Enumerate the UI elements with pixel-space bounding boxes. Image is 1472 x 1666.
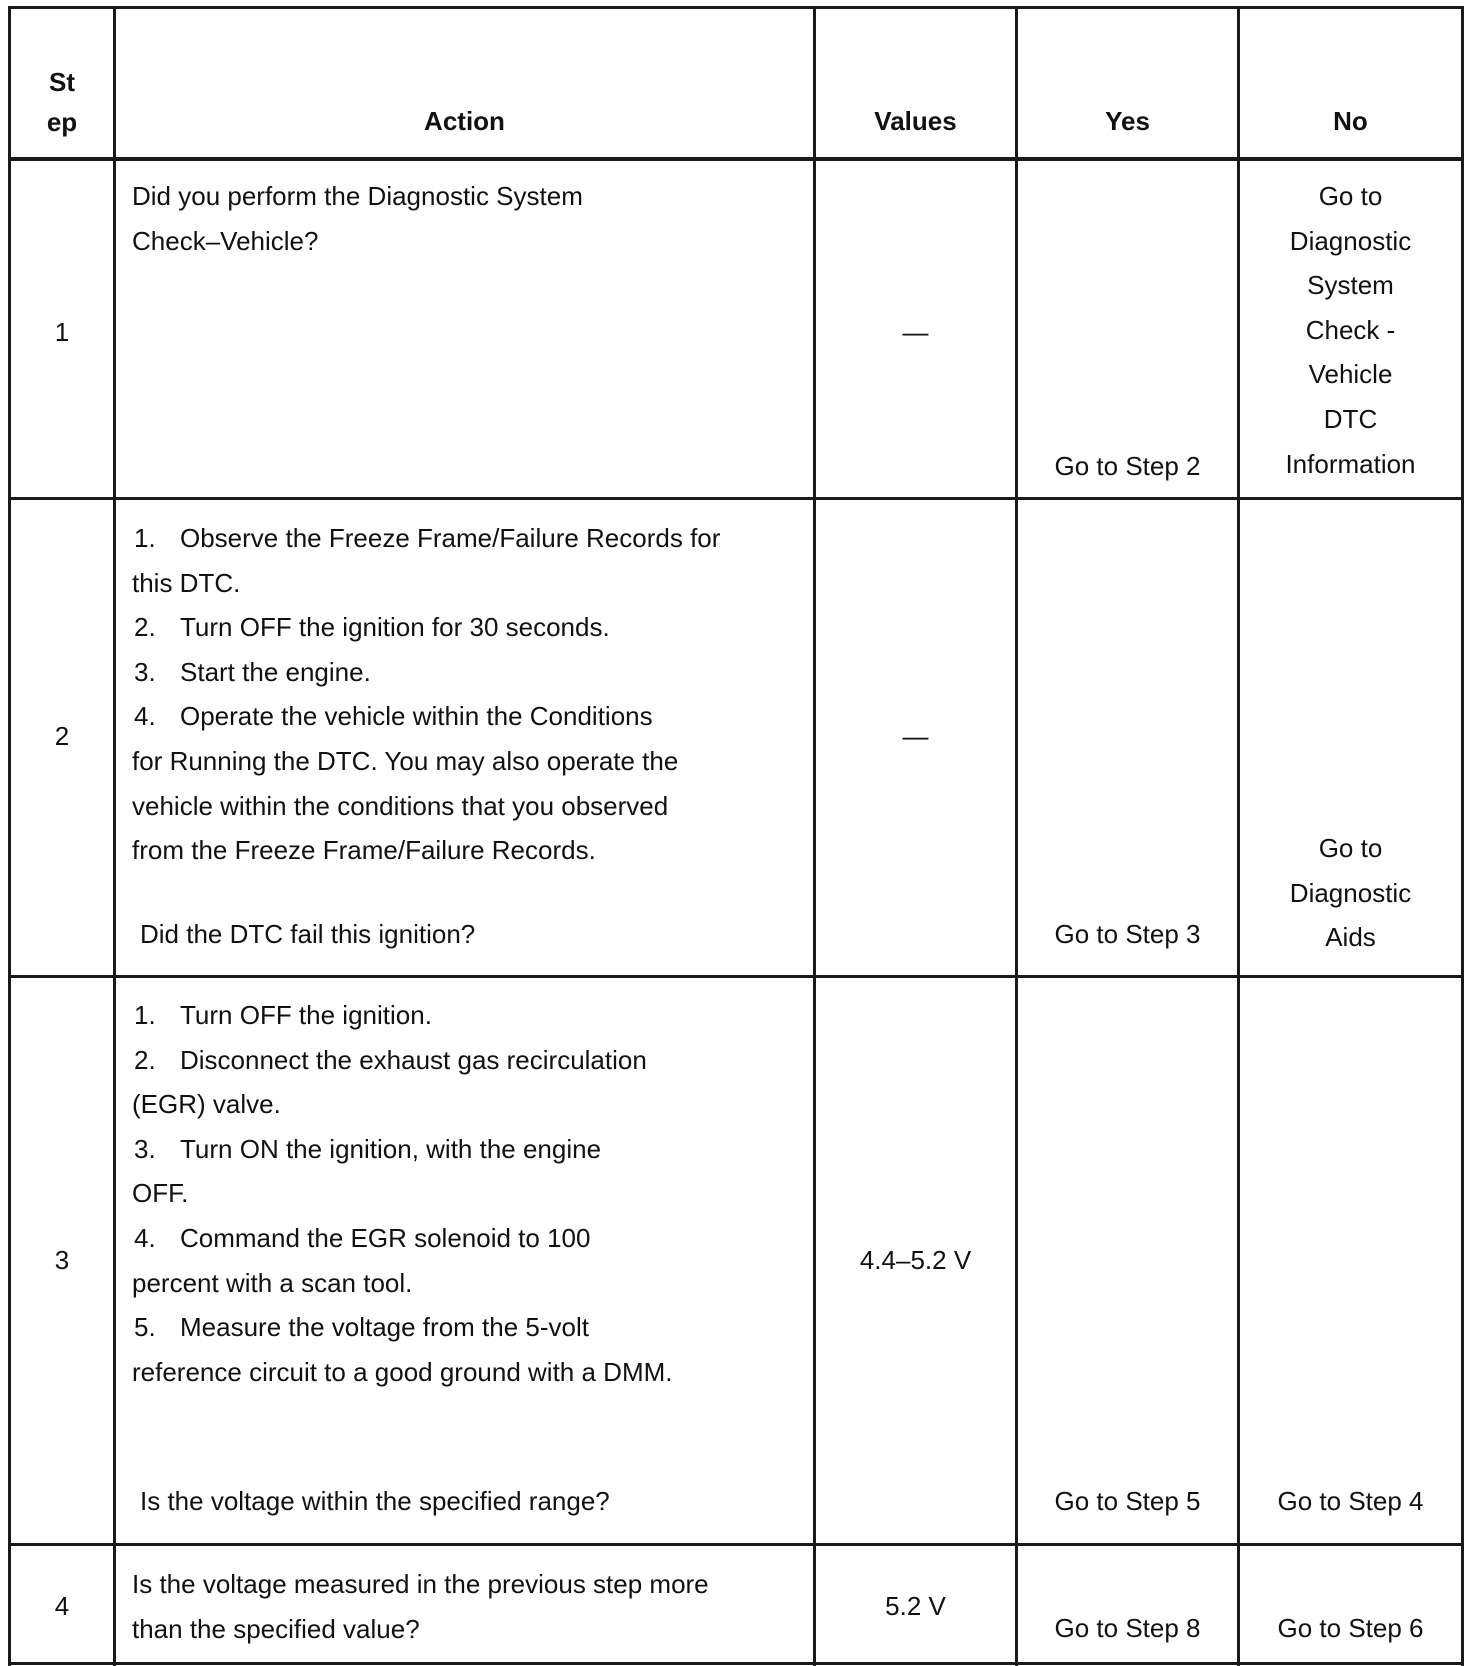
- row4-action: [132, 1562, 807, 1651]
- item-text: Start the engine.: [180, 656, 371, 687]
- header-values: Values: [874, 106, 957, 136]
- row1-no-line: DTC: [1323, 403, 1378, 434]
- row3-action: [132, 993, 807, 1394]
- row2-step-item: [132, 605, 807, 650]
- item-text: Measure the voltage from the 5-volt: [180, 1312, 589, 1343]
- header-action: Action: [424, 106, 505, 136]
- row2-no: [1240, 826, 1461, 960]
- row3-step-item: [132, 993, 807, 1038]
- row3-yes: Go to Step 5: [1054, 1486, 1201, 1516]
- table-border-right: [1461, 6, 1464, 1666]
- item-text-continued: percent with a scan tool.: [132, 1267, 413, 1298]
- row4-step: 4: [54, 1591, 70, 1621]
- row2-question: Did the DTC fail this ignition?: [140, 919, 476, 949]
- row2-yes: Go to Step 3: [1054, 919, 1201, 949]
- row1-no-line: Vehicle: [1308, 359, 1393, 390]
- row2-step-item: [132, 694, 807, 739]
- col-divider-action: [813, 6, 816, 1666]
- item-text-continued: reference circuit to a good ground with a DMM.: [132, 1356, 673, 1387]
- item-text-continued: from the Freeze Frame/Failure Records.: [132, 835, 596, 866]
- item-text-continued: this DTC.: [132, 567, 241, 598]
- row4-action-line: than the specified value?: [132, 1613, 420, 1644]
- row2-step-item: [132, 650, 807, 695]
- row1-no-line: Diagnostic: [1289, 225, 1412, 256]
- row1-no-line: Information: [1285, 448, 1416, 479]
- header-step-line2: ep: [46, 107, 78, 137]
- row3-step-item: [132, 1305, 807, 1350]
- row4-yes: Go to Step 8: [1054, 1613, 1201, 1643]
- row3-step-item: [132, 1216, 807, 1261]
- table-border-bottom: [8, 1662, 1464, 1665]
- item-text-continued: (EGR) valve.: [132, 1089, 281, 1120]
- row1-no-line: Go to: [1318, 181, 1383, 211]
- row2-no-line: Diagnostic: [1289, 877, 1412, 908]
- row1-no-line: System: [1307, 270, 1394, 301]
- item-number: 4.: [134, 1222, 156, 1253]
- row3-step-item: [132, 1127, 807, 1172]
- row-divider-2: [8, 975, 1464, 978]
- row-divider-3: [8, 1543, 1464, 1546]
- item-text: Command the EGR solenoid to 100: [180, 1222, 591, 1253]
- row2-no-line: Go to: [1318, 833, 1383, 863]
- row1-no-line: Check -: [1305, 314, 1396, 345]
- row-divider-1: [8, 497, 1464, 500]
- row3-no: Go to Step 4: [1277, 1486, 1424, 1516]
- row1-step: 1: [54, 317, 70, 347]
- row3-value: 4.4–5.2 V: [859, 1245, 972, 1275]
- row3-question: Is the voltage within the specified range?: [140, 1486, 610, 1516]
- row4-value: 5.2 V: [885, 1591, 946, 1621]
- row1-action: [132, 174, 802, 263]
- row1-value: —: [902, 317, 929, 347]
- header-no: No: [1333, 106, 1368, 136]
- row2-step: 2: [54, 721, 70, 751]
- col-divider-step: [113, 6, 116, 1666]
- header-step: [11, 62, 113, 142]
- header-step-line1: St: [49, 67, 75, 97]
- row4-action-line: Is the voltage measured in the previous step more: [132, 1569, 709, 1599]
- table-border-top: [8, 6, 1464, 9]
- item-text: Turn ON the ignition, with the engine: [180, 1133, 602, 1164]
- row3-step: 3: [54, 1245, 70, 1275]
- item-text-continued: for Running the DTC. You may also operate the: [132, 745, 679, 776]
- header-divider: [8, 157, 1464, 161]
- table-border-left: [8, 6, 11, 1666]
- item-text-continued: OFF.: [132, 1178, 189, 1209]
- row1-action-line: Did you perform the Diagnostic System: [132, 181, 583, 211]
- row2-value: —: [902, 721, 929, 751]
- row1-no: [1240, 174, 1461, 486]
- item-number: 4.: [134, 701, 156, 732]
- item-number: 1.: [134, 523, 156, 553]
- col-divider-values: [1015, 6, 1018, 1666]
- row3-step-item: [132, 1038, 807, 1083]
- item-number: 1.: [134, 1000, 156, 1030]
- item-number: 5.: [134, 1312, 156, 1343]
- item-text: Turn OFF the ignition for 30 seconds.: [180, 612, 610, 643]
- item-number: 3.: [134, 1133, 156, 1164]
- item-number: 2.: [134, 612, 156, 643]
- row4-no: Go to Step 6: [1277, 1613, 1424, 1643]
- item-text: Turn OFF the ignition.: [180, 1000, 432, 1030]
- row2-action: [132, 516, 807, 873]
- header-yes: Yes: [1105, 106, 1150, 136]
- item-number: 3.: [134, 656, 156, 687]
- item-text: Operate the vehicle within the Conditions: [180, 701, 653, 732]
- row1-yes: Go to Step 2: [1054, 451, 1201, 481]
- row1-action-line: Check–Vehicle?: [132, 225, 319, 256]
- item-text: Observe the Freeze Frame/Failure Records for: [180, 523, 721, 553]
- item-text: Disconnect the exhaust gas recirculation: [180, 1044, 647, 1075]
- item-text-continued: vehicle within the conditions that you observed: [132, 790, 669, 821]
- item-number: 2.: [134, 1044, 156, 1075]
- row2-no-line: Aids: [1325, 922, 1376, 953]
- row2-step-item: [132, 516, 807, 561]
